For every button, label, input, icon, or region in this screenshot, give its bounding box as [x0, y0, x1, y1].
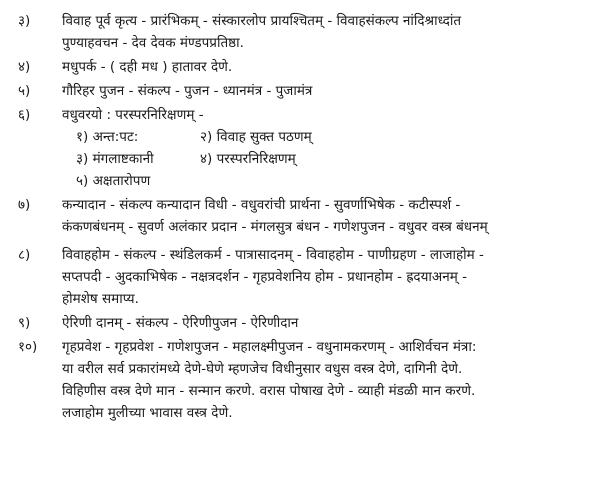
item-number: ८) [18, 247, 31, 263]
list-item-9 [0, 312, 600, 334]
list-item-5 [0, 80, 600, 102]
item-line: मधुपर्क - ( दही मध ) हातावर देणे. [62, 59, 233, 75]
item-line: या वरील सर्व प्रकारांमध्ये देणे-घेणे म्हणजेच विधीनुसार वधुस वस्त्र देणे, दागिनी देणे. [62, 361, 463, 377]
item-line: विवाह पूर्व कृत्य - प्रारंभिकम् - संस्कारलोप प्रायश्चितम् - विवाहसंकल्प नांदिश्राध्दांत [62, 13, 462, 29]
item-number: ४) [18, 59, 31, 75]
item-line: लजाहोम मुलीच्या भावास वस्त्र देणे. [62, 405, 233, 421]
item-line: विवाहहोम - संकल्प - स्थंडिलकर्म - पात्रासादनम् - विवाहहोम - पाणीग्रहण - लाजाहोम - [62, 247, 484, 263]
sub-item-row [62, 126, 584, 148]
item-line: कन्यादान - संकल्प कन्यादान विधी - वधुवरांची प्रार्थना - सुवर्णाभिषेक - कटीस्पर्श - [62, 197, 461, 213]
item-line: गृहप्रवेश - गृहप्रवेश - गणेशपुजन - महालक्ष्मीपुजन - वधुनामकरणम् - आशिर्वचन मंत्रा: [62, 339, 477, 355]
item-text [62, 336, 600, 424]
list-item-4 [0, 56, 600, 78]
item-text [62, 312, 600, 334]
item-line: सप्तपदी - अुदकाभिषेक - नक्षत्रदर्शन - गृहप्रवेशनिय होम - प्रधानहोम - ह्रदयाअनम् - [62, 269, 467, 285]
item-text [62, 194, 600, 238]
item-line: विहिणीस वस्त्र देणे मान - सन्मान करणे. वरास पोषाख देणे - व्याही मंडळी मान करणे. [62, 383, 476, 399]
item-line: वधुवरयो : परस्परनिरिक्षणम् - [62, 107, 204, 123]
list-item-8 [0, 244, 600, 310]
list-item-6 [0, 104, 600, 192]
sub-item: २) विवाह सुक्त पठणम् [200, 129, 312, 145]
sub-item-row [62, 148, 584, 170]
item-number: ३) [18, 13, 31, 29]
sub-item: ४) परस्परनिरिक्षणम् [200, 151, 296, 167]
item-text [62, 10, 600, 54]
item-line: कंकणबंधनम् - सुवर्ण अलंकार प्रदान - मंगलसुत्र बंधन - गणेशपुजन - वधुवर वस्त्र बंधनम् [62, 219, 488, 235]
sub-item-row [62, 170, 584, 192]
item-number: १०) [18, 339, 38, 355]
item-text [62, 104, 600, 192]
item-number: ७) [18, 197, 31, 213]
item-text [62, 244, 600, 310]
item-line: होमशेष समाप्य. [62, 291, 139, 307]
item-text [62, 56, 600, 78]
item-text [62, 80, 600, 102]
list-item-3 [0, 10, 600, 54]
list-item-7 [0, 194, 600, 238]
sub-item: ५) अक्षतारोपण [76, 173, 151, 189]
item-number: ५) [18, 83, 31, 99]
item-line: गौरिहर पुजन - संकल्प - पुजन - ध्यानमंत्र - पुजामंत्र [62, 83, 313, 99]
list-item-10 [0, 336, 600, 424]
item-number: ९) [18, 315, 31, 331]
sub-item: १) अन्त:पट: [76, 129, 139, 145]
item-line: ऐरिणी दानम् - संकल्प - ऐरिणीपुजन - ऐरिणीदान [62, 315, 299, 331]
item-line: पुण्याहवचन - देव देवक मंण्डपप्रतिष्ठा. [62, 35, 244, 51]
sub-item: ३) मंगलाष्टकानी [76, 151, 154, 167]
item-number: ६) [18, 107, 31, 123]
